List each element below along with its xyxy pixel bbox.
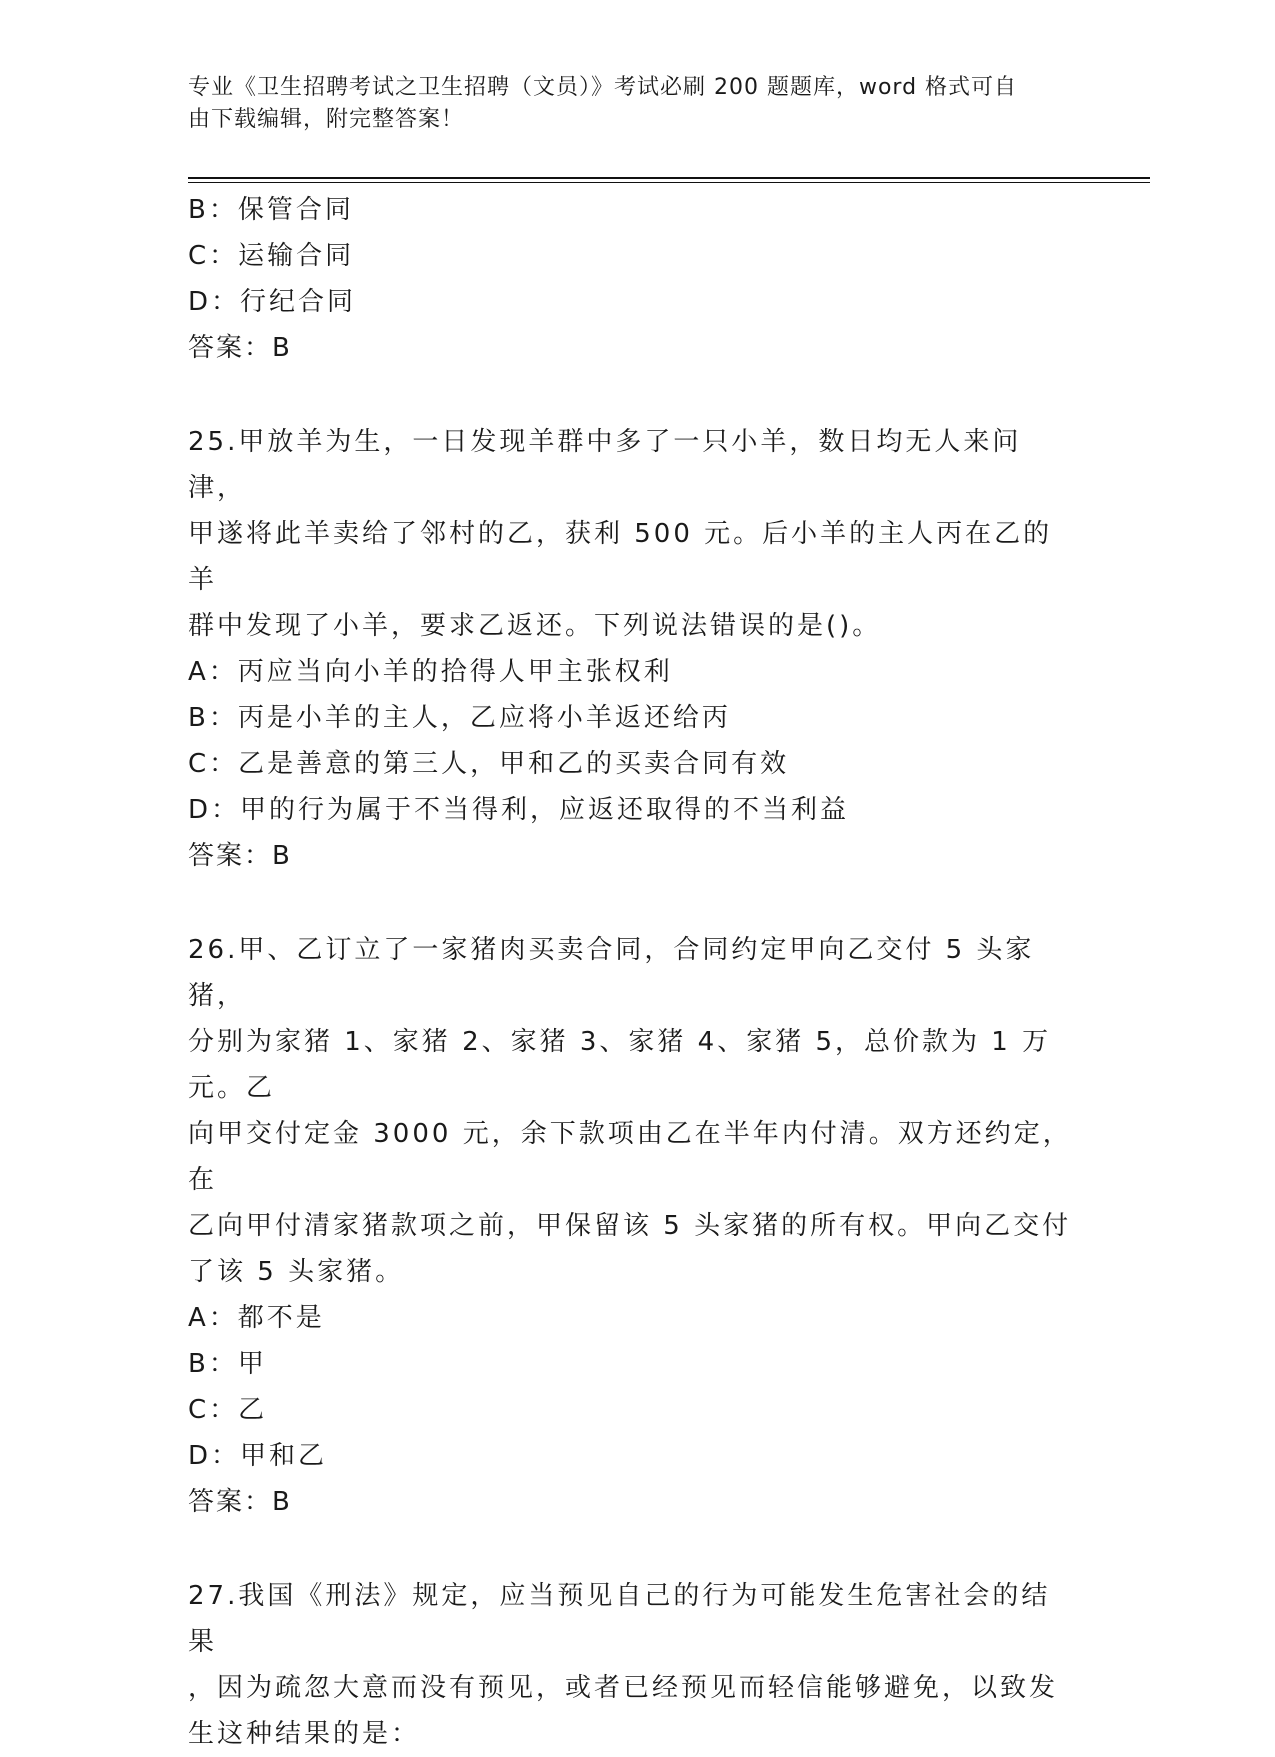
question-content xyxy=(188,187,1078,1757)
spacer xyxy=(188,879,1078,927)
option-b: B：甲 xyxy=(188,1349,267,1379)
header-divider-thick xyxy=(188,177,1150,179)
answer-label: 答案：B xyxy=(188,333,292,363)
option-d: D：甲的行为属于不当得利，应返还取得的不当利益 xyxy=(188,795,850,825)
question-26-block xyxy=(188,927,1078,1525)
option-b: B：保管合同 xyxy=(188,195,354,225)
question-25-block xyxy=(188,419,1078,879)
header-divider-thin xyxy=(188,182,1150,183)
question-25-stem-line: 群中发现了小羊，要求乙返还。下列说法错误的是()。 xyxy=(188,611,882,641)
option-a: A：丙应当向小羊的拾得人甲主张权利 xyxy=(188,657,673,687)
question-26-stem-line: 向甲交付定金 3000 元，余下款项由乙在半年内付清。双方还约定，在 xyxy=(188,1119,1072,1195)
question-27-stem-line: 生这种结果的是： xyxy=(188,1719,421,1749)
question-27-stem-line: ，因为疏忽大意而没有预见，或者已经预见而轻信能够避免，以致发 xyxy=(188,1673,1059,1703)
option-c: C：乙是善意的第三人，甲和乙的买卖合同有效 xyxy=(188,749,790,779)
prev-question-block xyxy=(188,187,1078,371)
spacer xyxy=(188,371,1078,419)
answer-label: 答案：B xyxy=(188,841,292,871)
answer-label: 答案：B xyxy=(188,1487,292,1517)
page-header xyxy=(188,72,1068,136)
spacer xyxy=(188,1525,1078,1573)
option-c: C：乙 xyxy=(188,1395,268,1425)
question-26-stem-line: 26.甲、乙订立了一家猪肉买卖合同，合同约定甲向乙交付 5 头家猪， xyxy=(188,935,1035,1011)
question-26-stem-line: 了该 5 头家猪。 xyxy=(188,1257,405,1287)
header-line-2: 由下载编辑，附完整答案！ xyxy=(188,107,465,132)
question-25-stem-line: 甲遂将此羊卖给了邻村的乙，获利 500 元。后小羊的主人丙在乙的羊 xyxy=(188,519,1053,595)
question-27-block xyxy=(188,1573,1078,1757)
option-c: C：运输合同 xyxy=(188,241,355,271)
question-27-stem-line: 27.我国《刑法》规定，应当预见自己的行为可能发生危害社会的结果 xyxy=(188,1581,1051,1657)
option-b: B：丙是小羊的主人，乙应将小羊返还给丙 xyxy=(188,703,731,733)
header-line-1: 专业《卫生招聘考试之卫生招聘（文员）》考试必刷 200 题题库，word 格式可自 xyxy=(188,75,1018,100)
option-d: D：甲和乙 xyxy=(188,1441,328,1471)
option-d: D：行纪合同 xyxy=(188,287,357,317)
option-a: A：都不是 xyxy=(188,1303,325,1333)
question-25-stem-line: 25.甲放羊为生，一日发现羊群中多了一只小羊，数日均无人来问津， xyxy=(188,427,1022,503)
question-26-stem-line: 分别为家猪 1、家猪 2、家猪 3、家猪 4、家猪 5，总价款为 1 万元。乙 xyxy=(188,1027,1052,1103)
question-26-stem-line: 乙向甲付清家猪款项之前，甲保留该 5 头家猪的所有权。甲向乙交付 xyxy=(188,1211,1072,1241)
